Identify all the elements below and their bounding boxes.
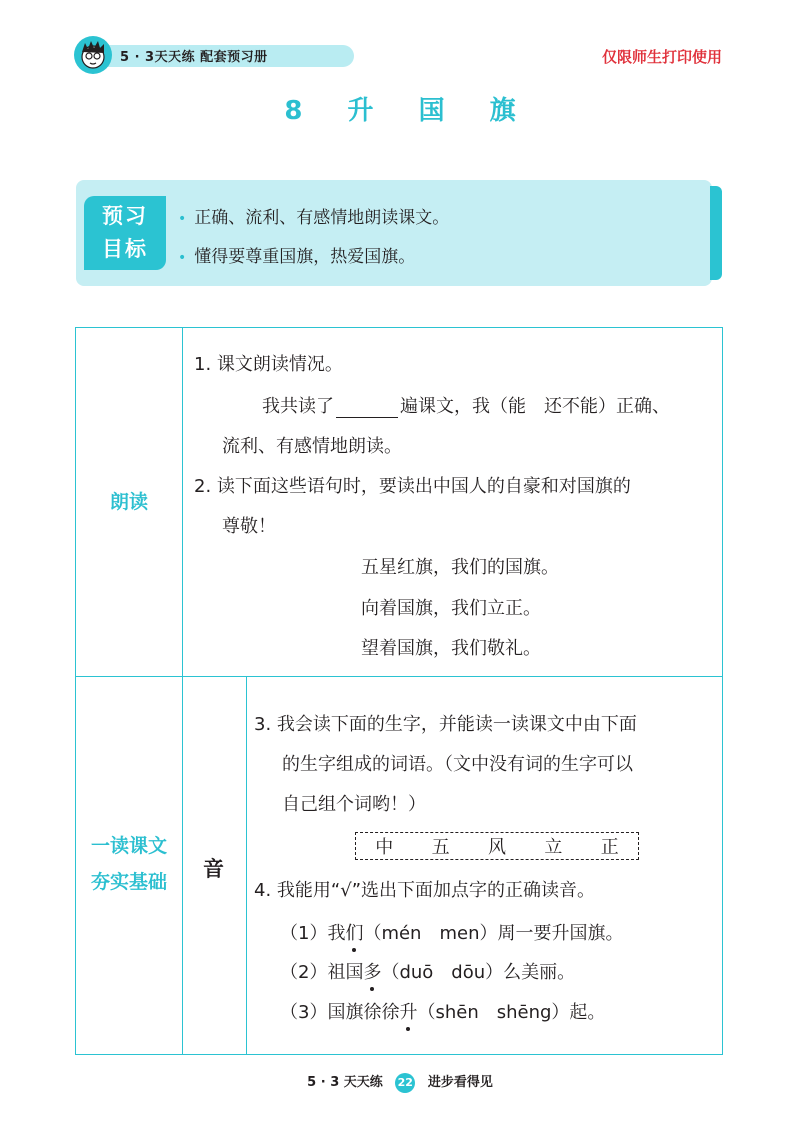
footer — [0, 1071, 800, 1093]
q4-item-pre: （1）我 — [280, 923, 346, 944]
character-box — [355, 832, 639, 860]
character: 风 — [487, 837, 506, 858]
series-label: 5 · 3天天练 配套预习册 — [120, 50, 268, 65]
q4-item-post: （mén men）周一要升国旗。 — [363, 923, 624, 944]
q4-item-post: （duō dōu）么美丽。 — [381, 962, 576, 983]
answer-blank[interactable] — [336, 399, 398, 418]
character: 五 — [431, 837, 450, 858]
character: 正 — [600, 837, 619, 858]
poem-line: 向着国旗，我们立正。 — [361, 598, 541, 619]
q3-line1: 3. 我会读下面的生字，并能读一读课文中由下面 — [254, 714, 637, 735]
section-label-basics — [76, 828, 182, 900]
q4-item[interactable] — [280, 919, 624, 945]
q1-line1 — [262, 392, 670, 418]
q1-line2: 流利、有感情地朗读。 — [222, 436, 402, 457]
q4-item-emph: 多 — [363, 962, 382, 983]
sub-label-pronunciation: 音 — [203, 857, 224, 881]
q4-item-pre: （2）祖国 — [280, 962, 364, 983]
page-number: 22 — [395, 1073, 415, 1093]
goals-box-edge — [710, 186, 722, 280]
goal-text: 懂得要尊重国旗，热爱国旗。 — [194, 247, 416, 267]
poem-line: 望着国旗，我们敬礼。 — [361, 638, 541, 659]
series-pill — [96, 45, 354, 67]
footer-right: 进步看得见 — [427, 1075, 493, 1090]
table-divider — [182, 327, 183, 1055]
goal-item — [178, 203, 449, 228]
q1-text-b: 遍课文，我（能 还不能）正确、 — [400, 396, 670, 417]
q2-line1: 2. 读下面这些语句时，要读出中国人的自豪和对国旗的 — [194, 476, 631, 497]
footer-left: 5 · 3 天天练 — [307, 1075, 383, 1090]
q1-text-a: 我共读了 — [262, 396, 334, 417]
q2-line2: 尊敬！ — [222, 516, 276, 537]
section-label-line1: 一读课文 — [90, 835, 167, 857]
mascot-icon — [74, 36, 112, 74]
q4-item[interactable] — [280, 998, 605, 1024]
section-label-line2: 夯实基础 — [90, 871, 167, 893]
q3-line2: 的生字组成的词语。（文中没有词的生字可以 — [282, 754, 633, 775]
goals-tag — [84, 196, 166, 270]
q4-title: 4. 我能用“√”选出下面加点字的正确读音。 — [254, 880, 596, 901]
q4-item-post: （shēn shēng）起。 — [417, 1002, 606, 1023]
page-title: 8 升 国 旗 — [284, 96, 534, 126]
q4-item-pre: （3）国旗徐徐 — [280, 1002, 400, 1023]
q4-item-emph: 们 — [345, 923, 364, 944]
restriction-notice: 仅限师生打印使用 — [601, 48, 722, 66]
character: 立 — [544, 837, 563, 858]
goal-item — [178, 242, 415, 267]
q1-title: 1. 课文朗读情况。 — [194, 354, 343, 375]
table-divider — [246, 676, 247, 1055]
character: 中 — [375, 837, 394, 858]
bullet-icon: • — [178, 250, 187, 266]
poem-line: 五星红旗，我们的国旗。 — [361, 557, 559, 578]
goals-tag-line1: 预习 — [102, 204, 148, 228]
bullet-icon: • — [178, 211, 187, 227]
q3-line3: 自己组个词哟！） — [282, 794, 426, 815]
goal-text: 正确、流利、有感情地朗读课文。 — [194, 208, 450, 228]
goals-tag-line2: 目标 — [102, 237, 148, 261]
goals-box — [76, 180, 712, 286]
q4-item[interactable] — [280, 958, 575, 984]
section-label-reading: 朗读 — [109, 491, 148, 513]
table-divider — [75, 676, 723, 677]
q4-item-emph: 升 — [399, 1002, 418, 1023]
